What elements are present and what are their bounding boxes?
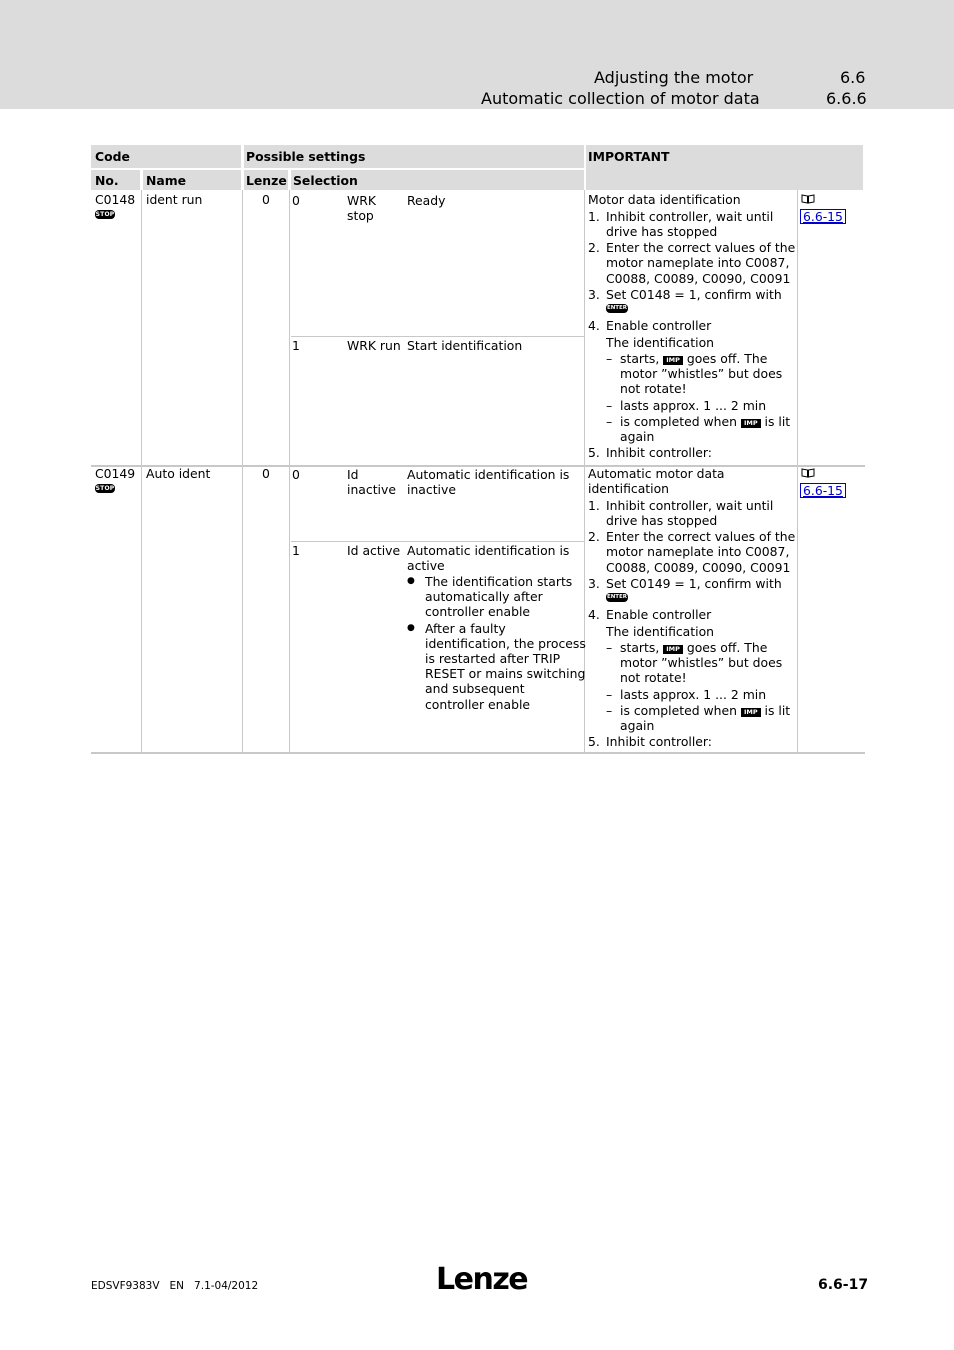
grid-line — [141, 190, 142, 753]
step-text: drive has stopped — [606, 513, 718, 528]
step-text: Inhibit controller, wait until — [606, 209, 774, 224]
step-text: Enter the correct values of the — [606, 240, 796, 255]
bullet-text: The identification starts — [425, 574, 573, 589]
dash-bullet: – — [606, 687, 613, 702]
grid-line — [289, 190, 290, 753]
grid-line — [242, 190, 243, 753]
code-number: C0149 — [95, 466, 136, 481]
step-number: 1. — [588, 498, 600, 513]
detail-line: motor ”whistles” but does — [620, 655, 783, 670]
option-value: 0 — [292, 193, 300, 208]
bullet-text: automatically after — [425, 589, 543, 604]
detail-line: is completed when IMP is lit — [620, 414, 791, 429]
step-number: 3. — [588, 287, 600, 302]
step-text: motor nameplate into C0087, — [606, 544, 790, 559]
parameter-name: ident run — [146, 192, 203, 207]
option-description: Start identification — [407, 338, 523, 353]
bullet-text: RESET or mains switching — [425, 666, 586, 681]
step-text: Inhibit controller, wait until — [606, 498, 774, 513]
imp-indicator-icon: IMP — [741, 419, 761, 428]
dash-bullet: – — [606, 703, 613, 718]
option-label: inactive — [347, 482, 396, 497]
dash-bullet: – — [606, 351, 613, 366]
bullet-text: controller enable — [425, 604, 531, 619]
important-intro: Automatic motor data — [588, 466, 725, 481]
option-label: Id active — [347, 543, 401, 558]
bullet-glyph: ● — [407, 623, 415, 633]
option-description: inactive — [407, 482, 456, 497]
step-text: Enable controller — [606, 607, 712, 622]
parameter-name: Auto ident — [146, 466, 211, 481]
step-number: 5. — [588, 734, 600, 749]
step-text: The identification — [606, 335, 715, 350]
step-number: 2. — [588, 529, 600, 544]
detail-line: motor ”whistles” but does — [620, 366, 783, 381]
bullet-text: identification, the process — [425, 636, 586, 651]
option-value: 1 — [292, 543, 300, 558]
option-label: WRK — [347, 193, 376, 208]
enter-key-icon: ENTER — [606, 594, 628, 600]
bullet-text: controller enable — [425, 697, 531, 712]
bullet-text: is restarted after TRIP — [425, 651, 561, 666]
detail-line: not rotate! — [620, 381, 687, 396]
page-reference-link[interactable]: 6.6-15 — [800, 209, 846, 224]
section-number: 6.6.6 — [826, 89, 867, 108]
dash-bullet: – — [606, 414, 613, 429]
page-number: 6.6-17 — [818, 1277, 869, 1293]
col-no-heading: No. — [95, 173, 119, 188]
step-text: Enable controller — [606, 318, 712, 333]
footer-document-info: EDSVF9383V EN 7.1-04/2012 — [91, 1280, 259, 1292]
lenze-logo: Lenze — [436, 1262, 528, 1297]
section-title: Automatic collection of motor data — [481, 89, 760, 108]
step-text: C0088, C0089, C0090, C0091 — [606, 271, 791, 286]
bullet-glyph: ● — [407, 576, 415, 586]
enter-key-icon: ENTER — [606, 305, 628, 311]
book-icon — [801, 468, 815, 478]
step-text: Set C0149 = 1, confirm with — [606, 576, 782, 591]
grid-line — [291, 541, 584, 542]
chapter-number: 6.6 — [840, 68, 866, 87]
step-number: 5. — [588, 445, 600, 460]
step-number: 4. — [588, 318, 600, 333]
detail-line: again — [620, 718, 655, 733]
step-text: C0088, C0089, C0090, C0091 — [606, 560, 791, 575]
step-text: motor nameplate into C0087, — [606, 255, 790, 270]
option-description: Automatic identification is — [407, 467, 570, 482]
detail-line: again — [620, 429, 655, 444]
step-number: 3. — [588, 576, 600, 591]
imp-indicator-icon: IMP — [663, 645, 683, 654]
code-number: C0148 — [95, 192, 136, 207]
page-reference-link[interactable]: 6.6-15 — [800, 483, 846, 498]
col-selection-heading: Selection — [293, 173, 358, 188]
book-icon — [801, 194, 815, 204]
imp-indicator-icon: IMP — [663, 356, 683, 365]
detail-line: starts, IMP goes off. The — [620, 351, 768, 366]
detail-line: lasts approx. 1 ... 2 min — [620, 687, 767, 702]
option-label: WRK run — [347, 338, 401, 353]
stop-icon: STOP — [95, 211, 115, 218]
step-text: drive has stopped — [606, 224, 718, 239]
important-intro: identification — [588, 481, 670, 496]
chapter-title: Adjusting the motor — [594, 68, 754, 87]
grid-line — [797, 190, 798, 753]
col-important-heading: IMPORTANT — [588, 149, 670, 164]
step-number: 1. — [588, 209, 600, 224]
stop-icon: STOP — [95, 485, 115, 492]
option-description: Ready — [407, 193, 446, 208]
dash-bullet: – — [606, 398, 613, 413]
lenze-default: 0 — [262, 466, 270, 481]
detail-line: starts, IMP goes off. The — [620, 640, 768, 655]
option-value: 1 — [292, 338, 300, 353]
option-label: stop — [347, 208, 374, 223]
step-text: Enter the correct values of the — [606, 529, 796, 544]
step-text: The identification — [606, 624, 715, 639]
col-lenze-heading: Lenze — [246, 173, 287, 188]
page-header-band — [0, 0, 954, 109]
step-text: Set C0148 = 1, confirm with — [606, 287, 782, 302]
col-possible-heading: Possible settings — [246, 149, 366, 164]
detail-line: lasts approx. 1 ... 2 min — [620, 398, 767, 413]
step-number: 4. — [588, 607, 600, 622]
bullet-text: and subsequent — [425, 681, 525, 696]
lenze-default: 0 — [262, 192, 270, 207]
step-number: 2. — [588, 240, 600, 255]
detail-line: is completed when IMP is lit — [620, 703, 791, 718]
option-description: Automatic identification is — [407, 543, 570, 558]
option-label: Id — [347, 467, 359, 482]
imp-indicator-icon: IMP — [741, 708, 761, 717]
bullet-text: After a faulty — [425, 621, 506, 636]
option-value: 0 — [292, 467, 300, 482]
step-text: Inhibit controller: — [606, 445, 712, 460]
detail-line: not rotate! — [620, 670, 687, 685]
table-bottom-line — [91, 752, 865, 754]
col-name-heading: Name — [146, 173, 187, 188]
step-text: Inhibit controller: — [606, 734, 712, 749]
grid-line — [291, 336, 584, 337]
col-code-heading: Code — [95, 149, 130, 164]
option-description: active — [407, 558, 445, 573]
dash-bullet: – — [606, 640, 613, 655]
important-intro: Motor data identification — [588, 192, 741, 207]
